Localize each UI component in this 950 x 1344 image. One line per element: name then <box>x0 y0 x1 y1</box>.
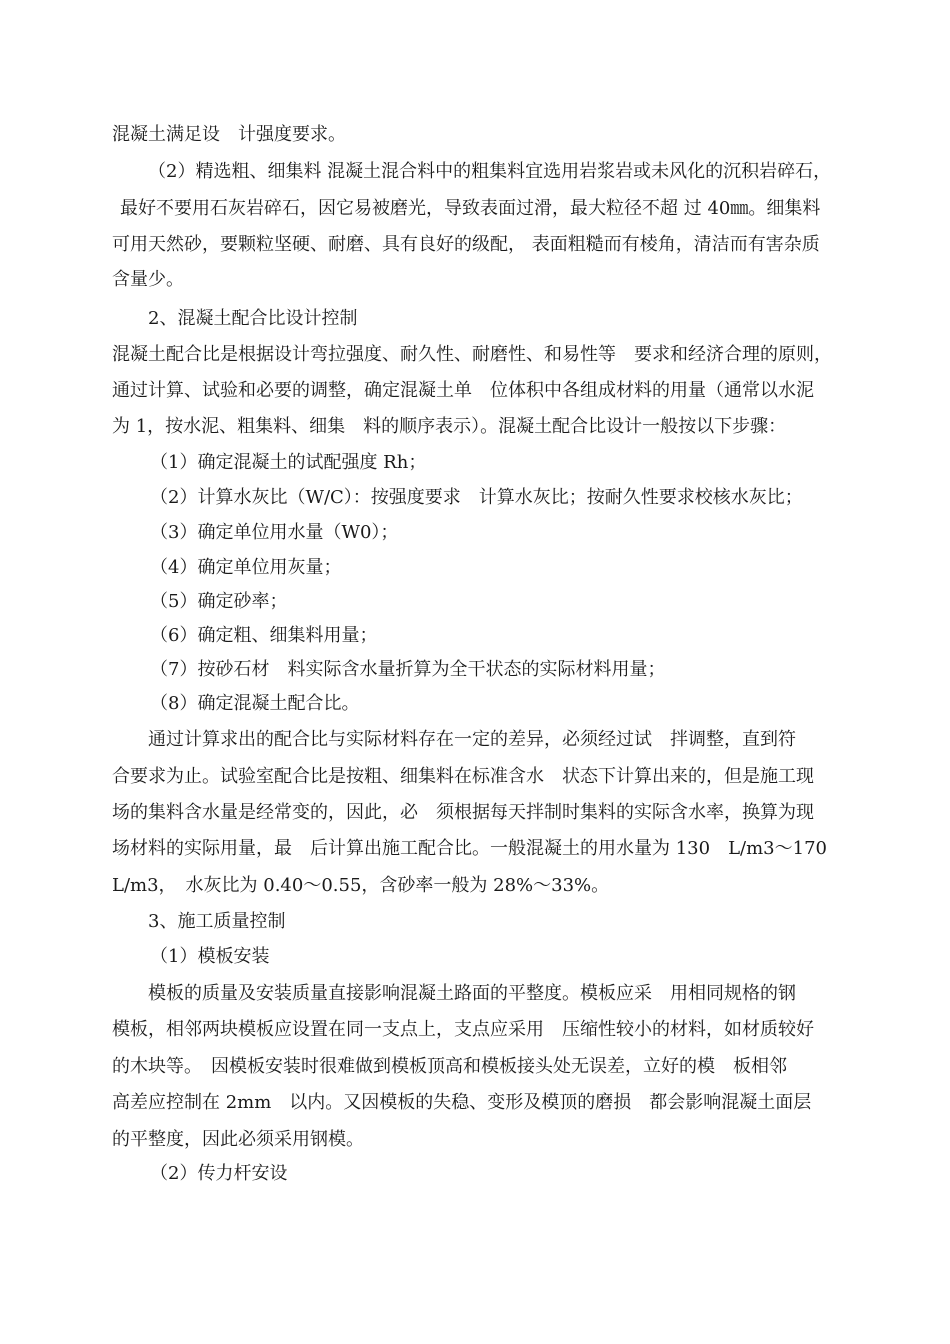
text-line: 的木块等。 因模板安装时很难做到模板顶高和模板接头处无误差，立好的模 板相邻 <box>112 1056 787 1077</box>
text-line: （2）精选粗、细集料 混凝土混合料中的粗集料宜选用岩浆岩或未风化的沉积岩碎石， <box>148 161 832 182</box>
text-line: 混凝土配合比是根据设计弯拉强度、耐久性、耐磨性、和易性等 要求和经济合理的原则， <box>112 344 832 365</box>
text-line: L/m3， 水灰比为 0.40～0.55，含砂率一般为 28%～33%。 <box>112 875 610 896</box>
text-line: 场的集料含水量是经常变的，因此，必 须根据每天拌制时集料的实际含水率，换算为现 <box>112 802 814 823</box>
text-line: 高差应控制在 2mm 以内。又因模板的失稳、变形及模顶的磨损 都会影响混凝土面层 <box>112 1092 812 1113</box>
text-line: 可用天然砂，要颗粒坚硬、耐磨、具有良好的级配， 表面粗糙而有棱角，清洁而有害杂质 <box>112 234 820 255</box>
list-item: （1）确定混凝土的试配强度 Rh； <box>150 452 427 473</box>
text-line: 含量少。 <box>112 269 184 290</box>
list-item: （3）确定单位用水量（W0）； <box>150 522 399 543</box>
list-item: （5）确定砂率； <box>150 591 288 612</box>
section-heading: 2、混凝土配合比设计控制 <box>148 308 358 329</box>
text-line: 的平整度，因此必须采用钢模。 <box>112 1129 364 1150</box>
list-item: （7）按砂石材 料实际含水量折算为全干状态的实际材料用量； <box>150 659 666 680</box>
text-line: 模板，相邻两块模板应设置在同一支点上，支点应采用 压缩性较小的材料，如材质较好 <box>112 1019 814 1040</box>
text-line: 模板的质量及安装质量直接影响混凝土路面的平整度。模板应采 用相同规格的钢 <box>148 983 796 1004</box>
subsection-heading: （1）模板安装 <box>150 946 270 967</box>
text-line: 合要求为止。试验室配合比是按粗、细集料在标准含水 状态下计算出来的，但是施工现 <box>112 766 814 787</box>
list-item: （4）确定单位用灰量； <box>150 557 342 578</box>
text-line: 混凝土满足设 计强度要求。 <box>112 124 346 145</box>
text-line: 最好不要用石灰岩碎石，因它易被磨光，导致表面过滑，最大粒径不超 过 40㎜。细集料 <box>120 198 821 219</box>
text-line: 通过计算求出的配合比与实际材料存在一定的差异，必须经过试 拌调整，直到符 <box>148 729 796 750</box>
subsection-heading: （2）传力杆安设 <box>150 1163 288 1184</box>
list-item: （8）确定混凝土配合比。 <box>150 693 360 714</box>
section-heading: 3、施工质量控制 <box>148 911 286 932</box>
list-item: （6）确定粗、细集料用量； <box>150 625 378 646</box>
text-line: 场材料的实际用量，最 后计算出施工配合比。一般混凝土的用水量为 130 L/m3～170 <box>112 838 827 859</box>
text-line: 为 1，按水泥、粗集料、细集 料的顺序表示）。混凝土配合比设计一般按以下步骤： <box>112 416 787 437</box>
text-line: 通过计算、试验和必要的调整，确定混凝土单 位体积中各组成材料的用量（通常以水泥 <box>112 380 814 401</box>
list-item: （2）计算水灰比（W/C）：按强度要求 计算水灰比；按耐久性要求校核水灰比； <box>150 487 803 508</box>
